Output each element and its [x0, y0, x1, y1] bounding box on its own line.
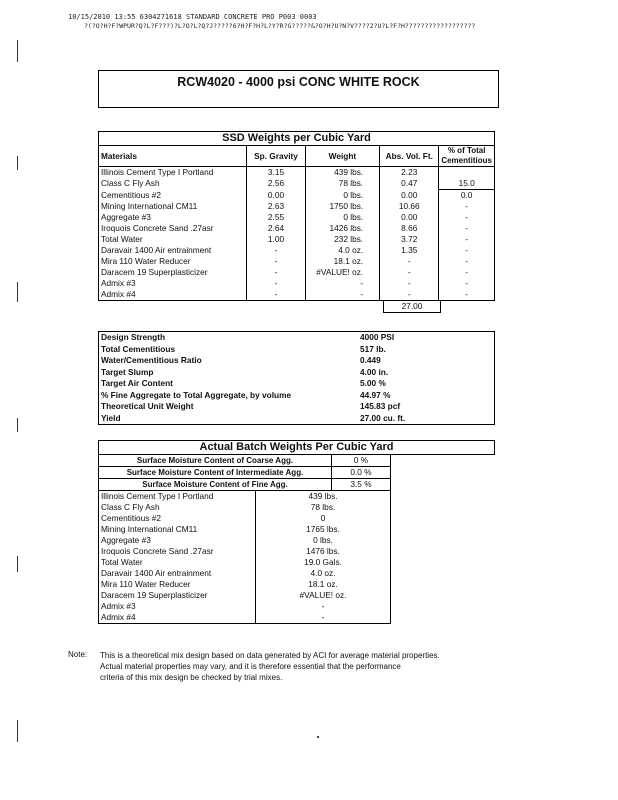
moisture-value: 0.0 % [332, 467, 391, 479]
batch-material: Mira 110 Water Reducer [99, 579, 256, 590]
batch-material: Admix #3 [99, 601, 256, 612]
material-name: Illinois Cement Type I Portland [99, 167, 247, 179]
abs-vol: 3.72 [380, 234, 439, 245]
abs-vol-total: 27.00 [383, 301, 441, 313]
ssd-heading: SSD Weights per Cubic Yard [98, 131, 495, 145]
weight: 0 lbs. [305, 212, 380, 223]
material-name: Daravair 1400 Air entrainment [99, 245, 247, 256]
batch-weights-table [98, 491, 391, 624]
sp-gravity: 3.15 [247, 167, 305, 179]
table-row [99, 178, 495, 190]
batch-weight: 1476 lbs. [306, 546, 340, 556]
moisture-row [99, 455, 391, 467]
table-row [99, 332, 495, 344]
table-row [99, 546, 391, 557]
table-row [99, 557, 391, 568]
summary-label: Design Strength [101, 332, 166, 343]
page-title: RCW4020 - 4000 psi CONC WHITE ROCK [177, 75, 420, 89]
pct-cementitious: 0.0 [460, 190, 473, 200]
batch-material: Iroquois Concrete Sand .27asr [99, 546, 256, 557]
weight: 78 lbs. [305, 178, 380, 190]
batch-material: Class C Fly Ash [99, 502, 256, 513]
pct-cementitious: - [465, 267, 469, 277]
abs-vol: 1.35 [380, 245, 439, 256]
material-name: Iroquois Concrete Sand .27asr [99, 223, 247, 234]
summary-value: 517 lb. [360, 343, 386, 354]
weight: 439 lbs. [305, 167, 380, 179]
fax-header-line: 10/15/2010 13:55 6304271618 STANDARD CONCRETE PRO P003 0003 [68, 13, 317, 21]
weight: 0 lbs. [305, 190, 380, 202]
col-materials: Materials [99, 146, 247, 167]
note-text [100, 650, 440, 683]
col-pct-cementitious: % of Total Cementitious [441, 146, 492, 165]
table-row [99, 524, 391, 535]
summary-value: 44.97 % [360, 389, 391, 400]
table-row [99, 167, 495, 179]
material-name: Admix #4 [99, 289, 247, 301]
table-row [99, 413, 495, 425]
sp-gravity: 0.00 [247, 190, 305, 202]
batch-weight: - [321, 601, 325, 611]
table-row [99, 612, 391, 624]
batch-weight: 0 [320, 513, 326, 523]
batch-weight: - [321, 612, 325, 622]
summary-value: 4000 PSI [360, 332, 395, 343]
weight: 1426 lbs. [305, 223, 380, 234]
material-name: Daracem 19 Superplasticizer [99, 267, 247, 278]
table-row [99, 367, 495, 379]
note-line: Actual material properties may vary, and it is therefore essential that the performance [100, 662, 401, 671]
summary-label: Total Cementitious [101, 343, 176, 354]
sp-gravity: 2.63 [247, 201, 305, 212]
sp-gravity: - [247, 267, 305, 278]
abs-vol: - [380, 289, 439, 301]
weight: 4.0 oz. [305, 245, 380, 256]
table-row [99, 212, 495, 223]
summary-label: Theoretical Unit Weight [101, 401, 194, 412]
summary-label: Target Slump [101, 366, 154, 377]
material-name: Total Water [99, 234, 247, 245]
abs-vol: 2.23 [380, 167, 439, 179]
pct-cementitious: - [465, 289, 469, 299]
table-row [99, 401, 495, 413]
scan-mark [17, 720, 18, 742]
moisture-label: Surface Moisture Content of Fine Agg. [99, 479, 332, 491]
col-abs-vol: Abs. Vol. Ft. [380, 146, 439, 167]
batch-weight: 439 lbs. [308, 491, 338, 501]
col-weight: Weight [305, 146, 380, 167]
table-row [99, 256, 495, 267]
pct-cementitious: - [465, 245, 469, 255]
batch-weight: 19.0 Gals. [304, 557, 342, 567]
table-row [99, 278, 495, 289]
summary-label: Target Air Content [101, 378, 173, 389]
batch-material: Mining International CM11 [99, 524, 256, 535]
ssd-weights-table [98, 145, 495, 301]
table-row [99, 289, 495, 301]
sp-gravity: 2.55 [247, 212, 305, 223]
abs-vol: 0.47 [380, 178, 439, 190]
batch-material: Daravair 1400 Air entrainment [99, 568, 256, 579]
design-summary-table [98, 331, 495, 425]
material-name: Cementitious #2 [99, 190, 247, 202]
fax-garbled-line: ?(?O?H?F?WPUR?Q?L?F???)?L?O?L?Q?J?????6?H?F?H?L?Y?R?G?????&?O?H?U?N?V????2?U?L?F?H?????????????????? [84, 22, 476, 30]
weight: - [305, 289, 380, 301]
table-row [99, 234, 495, 245]
pct-cementitious: - [465, 201, 469, 211]
note-line: criteria of this mix design be checked by trial mixes. [100, 673, 283, 682]
abs-vol: - [380, 267, 439, 278]
summary-value: 0.449 [360, 355, 381, 366]
sp-gravity: 1.00 [247, 234, 305, 245]
table-row [99, 190, 495, 202]
scan-mark [17, 282, 18, 302]
weight: 1750 lbs. [305, 201, 380, 212]
sp-gravity: - [247, 245, 305, 256]
table-row [99, 344, 495, 356]
sp-gravity: 2.64 [247, 223, 305, 234]
batch-material: Cementitious #2 [99, 513, 256, 524]
table-row [99, 267, 495, 278]
table-row [99, 245, 495, 256]
ssd-weights-section [98, 131, 495, 311]
summary-value: 27.00 cu. ft. [360, 412, 406, 423]
abs-vol: 0.00 [380, 212, 439, 223]
note-label: Note: [68, 650, 88, 659]
batch-weight: 0 lbs. [313, 535, 333, 545]
batch-weight: 78 lbs. [310, 502, 336, 512]
table-row [99, 579, 391, 590]
table-row [99, 390, 495, 402]
scan-speck [317, 736, 319, 738]
col-sp-gravity: Sp. Gravity [247, 146, 305, 167]
batch-weights-section [98, 440, 495, 624]
pct-cementitious: 15.0 [439, 178, 495, 190]
sp-gravity: - [247, 256, 305, 267]
table-row [99, 502, 391, 513]
weight: 232 lbs. [305, 234, 380, 245]
note-line: This is a theoretical mix design based on data generated by ACI for average material properties. [100, 651, 440, 660]
summary-value: 145.83 pcf [360, 401, 401, 412]
scan-mark [17, 40, 18, 62]
material-name: Aggregate #3 [99, 212, 247, 223]
scan-mark [17, 418, 18, 432]
pct-cementitious: - [465, 256, 469, 266]
table-row [99, 568, 391, 579]
pct-cementitious: - [465, 223, 469, 233]
abs-vol: - [380, 278, 439, 289]
weight: - [305, 278, 380, 289]
table-row [99, 590, 391, 601]
table-row [99, 201, 495, 212]
moisture-row [99, 467, 391, 479]
summary-label: Water/Cementitious Ratio [101, 355, 202, 366]
batch-weight: 4.0 oz. [310, 568, 336, 578]
table-row [99, 513, 391, 524]
pct-cementitious: - [465, 212, 469, 222]
summary-label: % Fine Aggregate to Total Aggregate, by volume [101, 389, 292, 400]
table-row [99, 223, 495, 234]
table-row [99, 378, 495, 390]
pct-cementitious: - [465, 278, 469, 288]
material-name: Admix #3 [99, 278, 247, 289]
abs-vol: 0.00 [380, 190, 439, 202]
pct-cementitious [439, 167, 495, 179]
batch-weight: #VALUE! oz. [299, 590, 347, 600]
summary-value: 4.00 in. [360, 366, 389, 377]
pct-cementitious: - [465, 234, 469, 244]
table-row [99, 601, 391, 612]
batch-material: Illinois Cement Type I Portland [99, 491, 256, 502]
moisture-label: Surface Moisture Content of Coarse Agg. [99, 455, 332, 467]
scan-mark [17, 556, 18, 572]
batch-material: Aggregate #3 [99, 535, 256, 546]
sp-gravity: 2.56 [247, 178, 305, 190]
material-name: Class C Fly Ash [99, 178, 247, 190]
abs-vol: 8.66 [380, 223, 439, 234]
batch-material: Admix #4 [99, 612, 256, 624]
moisture-value: 3.5 % [332, 479, 391, 491]
abs-vol: - [380, 256, 439, 267]
batch-material: Total Water [99, 557, 256, 568]
moisture-row [99, 479, 391, 491]
ssd-header-row [99, 146, 495, 167]
scan-mark [17, 156, 18, 170]
sp-gravity: - [247, 289, 305, 301]
table-row [99, 535, 391, 546]
title-box [98, 70, 499, 108]
moisture-value: 0 % [332, 455, 391, 467]
abs-vol: 10.66 [380, 201, 439, 212]
batch-weight: 1765 lbs. [306, 524, 340, 534]
batch-material: Daracem 19 Superplasticizer [99, 590, 256, 601]
moisture-table [98, 455, 391, 491]
batch-heading: Actual Batch Weights Per Cubic Yard [98, 440, 495, 455]
table-row [99, 491, 391, 502]
sp-gravity: - [247, 278, 305, 289]
weight: 18.1 oz. [305, 256, 380, 267]
material-name: Mining International CM11 [99, 201, 247, 212]
weight: #VALUE! oz. [305, 267, 380, 278]
summary-label: Yield [101, 412, 121, 423]
material-name: Mira 110 Water Reducer [99, 256, 247, 267]
moisture-label: Surface Moisture Content of Intermediate Agg. [99, 467, 332, 479]
summary-value: 5.00 % [360, 378, 386, 389]
table-row [99, 355, 495, 367]
batch-weight: 18.1 oz. [308, 579, 338, 589]
